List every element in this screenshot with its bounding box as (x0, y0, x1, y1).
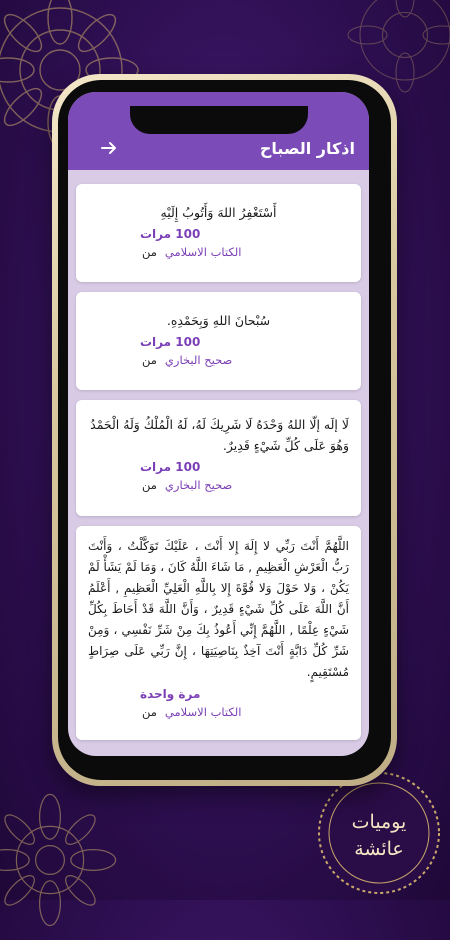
app-logo (312, 768, 446, 898)
phone-frame (52, 74, 397, 786)
dhikr-card[interactable] (76, 292, 361, 390)
source-label: من (142, 478, 157, 492)
source-label: من (142, 245, 157, 259)
source-name: الكتاب الاسلامي (164, 245, 242, 259)
source-row (88, 351, 349, 369)
source-name: الكتاب الاسلامي (164, 705, 242, 719)
dhikr-card[interactable] (76, 184, 361, 282)
svg-text:عائشة: عائشة (354, 838, 404, 860)
repeat-count: 100 مرات (140, 460, 201, 474)
dhikr-text: أَسْتَغْفِرُ اللهَ وَأَتُوبُ إِلَيْهِ (160, 205, 277, 220)
svg-text:يوميات: يوميات (351, 811, 407, 833)
app-screen (68, 92, 369, 756)
dhikr-card[interactable] (76, 400, 361, 516)
dhikr-text: سُبْحانَ اللهِ وَبِحَمْدِهِ. (166, 313, 271, 328)
repeat-count: مرة واحدة (140, 687, 201, 701)
repeat-count: 100 مرات (140, 227, 201, 241)
source-label: من (142, 353, 157, 367)
adhkar-list (68, 184, 369, 756)
back-button[interactable] (98, 137, 120, 159)
page-title: اذكار الصباح (259, 138, 355, 158)
arrow-right-icon (100, 139, 118, 157)
dhikr-text: لَا إلَه إلّا اللهُ وَحْدَهُ لَا شَرِيكَ لَهُ، لَهُ الْمُلْكُ وَلَهُ الْحَمْدُ وَهُوَ عَلَى كُلِّ شَيْءٍ قَدِيرٌ. (90, 417, 349, 453)
source-row (88, 243, 349, 261)
repeat-count: 100 مرات (140, 335, 201, 349)
source-label: من (142, 705, 157, 719)
source-row (88, 476, 349, 494)
mandala-ornament (0, 780, 130, 940)
source-name: صحيح البخاري (164, 478, 233, 492)
source-name: صحيح البخاري (164, 353, 233, 367)
dhikr-card[interactable] (76, 526, 361, 740)
source-row (88, 703, 349, 721)
phone-notch (130, 106, 308, 134)
dhikr-text: اللَّهُمَّ أَنْتَ رَبِّي لا إِلَهَ إِلا أَنْتَ ، عَلَيْكَ تَوَكَّلْتُ ، وَأَنْتَ رَبُّ الْعَرْشِ الْعَظِيمِ , مَا شَاءَ اللَّهُ كَانَ ، وَمَا لَمْ يَشَأْ لَمْ يَكُنْ ، وَلا حَوْلَ وَلا قُوَّةَ إِلا بِاللَّهِ الْعَلِيِّ الْعَظِيمِ , أَعْلَمُ أَنَّ اللَّهَ عَلَى كُلِّ شَيْءٍ قَدِيرٌ ، وَأَنَّ اللَّهَ قَدْ أَحَاطَ بِكُلِّ شَيْءٍ عِلْمًا , اللَّهُمَّ إِنِّي أَعُوذُ بِكَ مِنْ شَرِّ نَفْسِي ، وَمِنْ شَرِّ كُلِّ دَابَّةٍ أَنْتَ آخِذٌ بِنَاصِيَتِهَا ، إِنَّ رَبِّي عَلَى صِرَاطٍ مُسْتَقِيمٍ. (88, 539, 349, 679)
